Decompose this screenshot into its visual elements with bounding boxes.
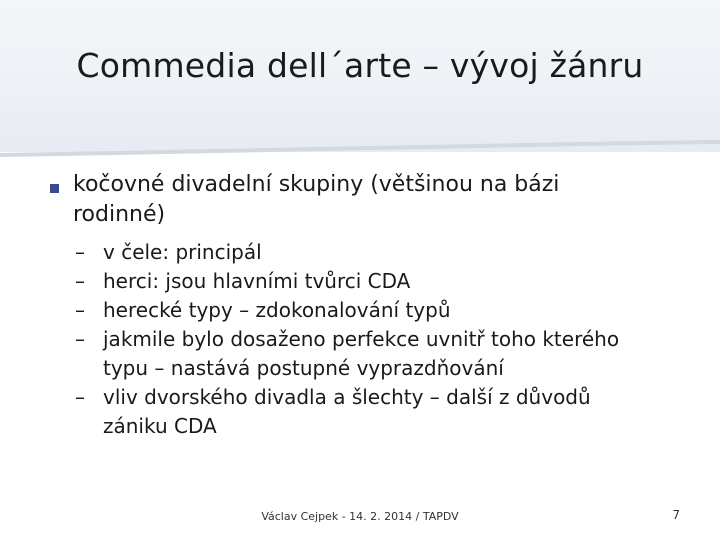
sub-bullet-text: vliv dvorského divadla a šlechty – další z důvodů zániku CDA	[103, 385, 591, 438]
sub-bullet-item	[75, 296, 660, 325]
sub-bullet-item	[75, 325, 660, 383]
sub-bullet-text: herci: jsou hlavními tvůrci CDA	[103, 269, 411, 293]
slide-footer: Václav Cejpek - 14. 2. 2014 / TAPDV	[261, 510, 459, 523]
dash-bullet-icon: –	[75, 240, 85, 264]
dash-bullet-icon: –	[75, 298, 85, 322]
square-bullet-icon	[50, 184, 59, 193]
sub-bullet-item	[75, 383, 660, 441]
dash-bullet-icon: –	[75, 327, 85, 351]
dash-bullet-icon: –	[75, 269, 85, 293]
bullet-item	[50, 170, 660, 230]
sub-bullet-list	[75, 238, 660, 441]
bullet-list	[50, 170, 660, 441]
sub-bullet-item	[75, 238, 660, 267]
slide-title: Commedia dell´arte – vývoj žánru	[76, 46, 644, 85]
sub-bullet-text: jakmile bylo dosaženo perfekce uvnitř toho kterého typu – nastává postupné vyprazdňování	[103, 327, 620, 380]
sub-bullet-item	[75, 267, 660, 296]
page-number: 7	[672, 508, 680, 522]
sub-bullet-text: herecké typy – zdokonalování typů	[103, 298, 451, 322]
dash-bullet-icon: –	[75, 385, 85, 409]
sub-bullet-text: v čele: principál	[103, 240, 262, 264]
bullet-text: kočovné divadelní skupiny (většinou na bázi rodinné)	[73, 172, 560, 227]
